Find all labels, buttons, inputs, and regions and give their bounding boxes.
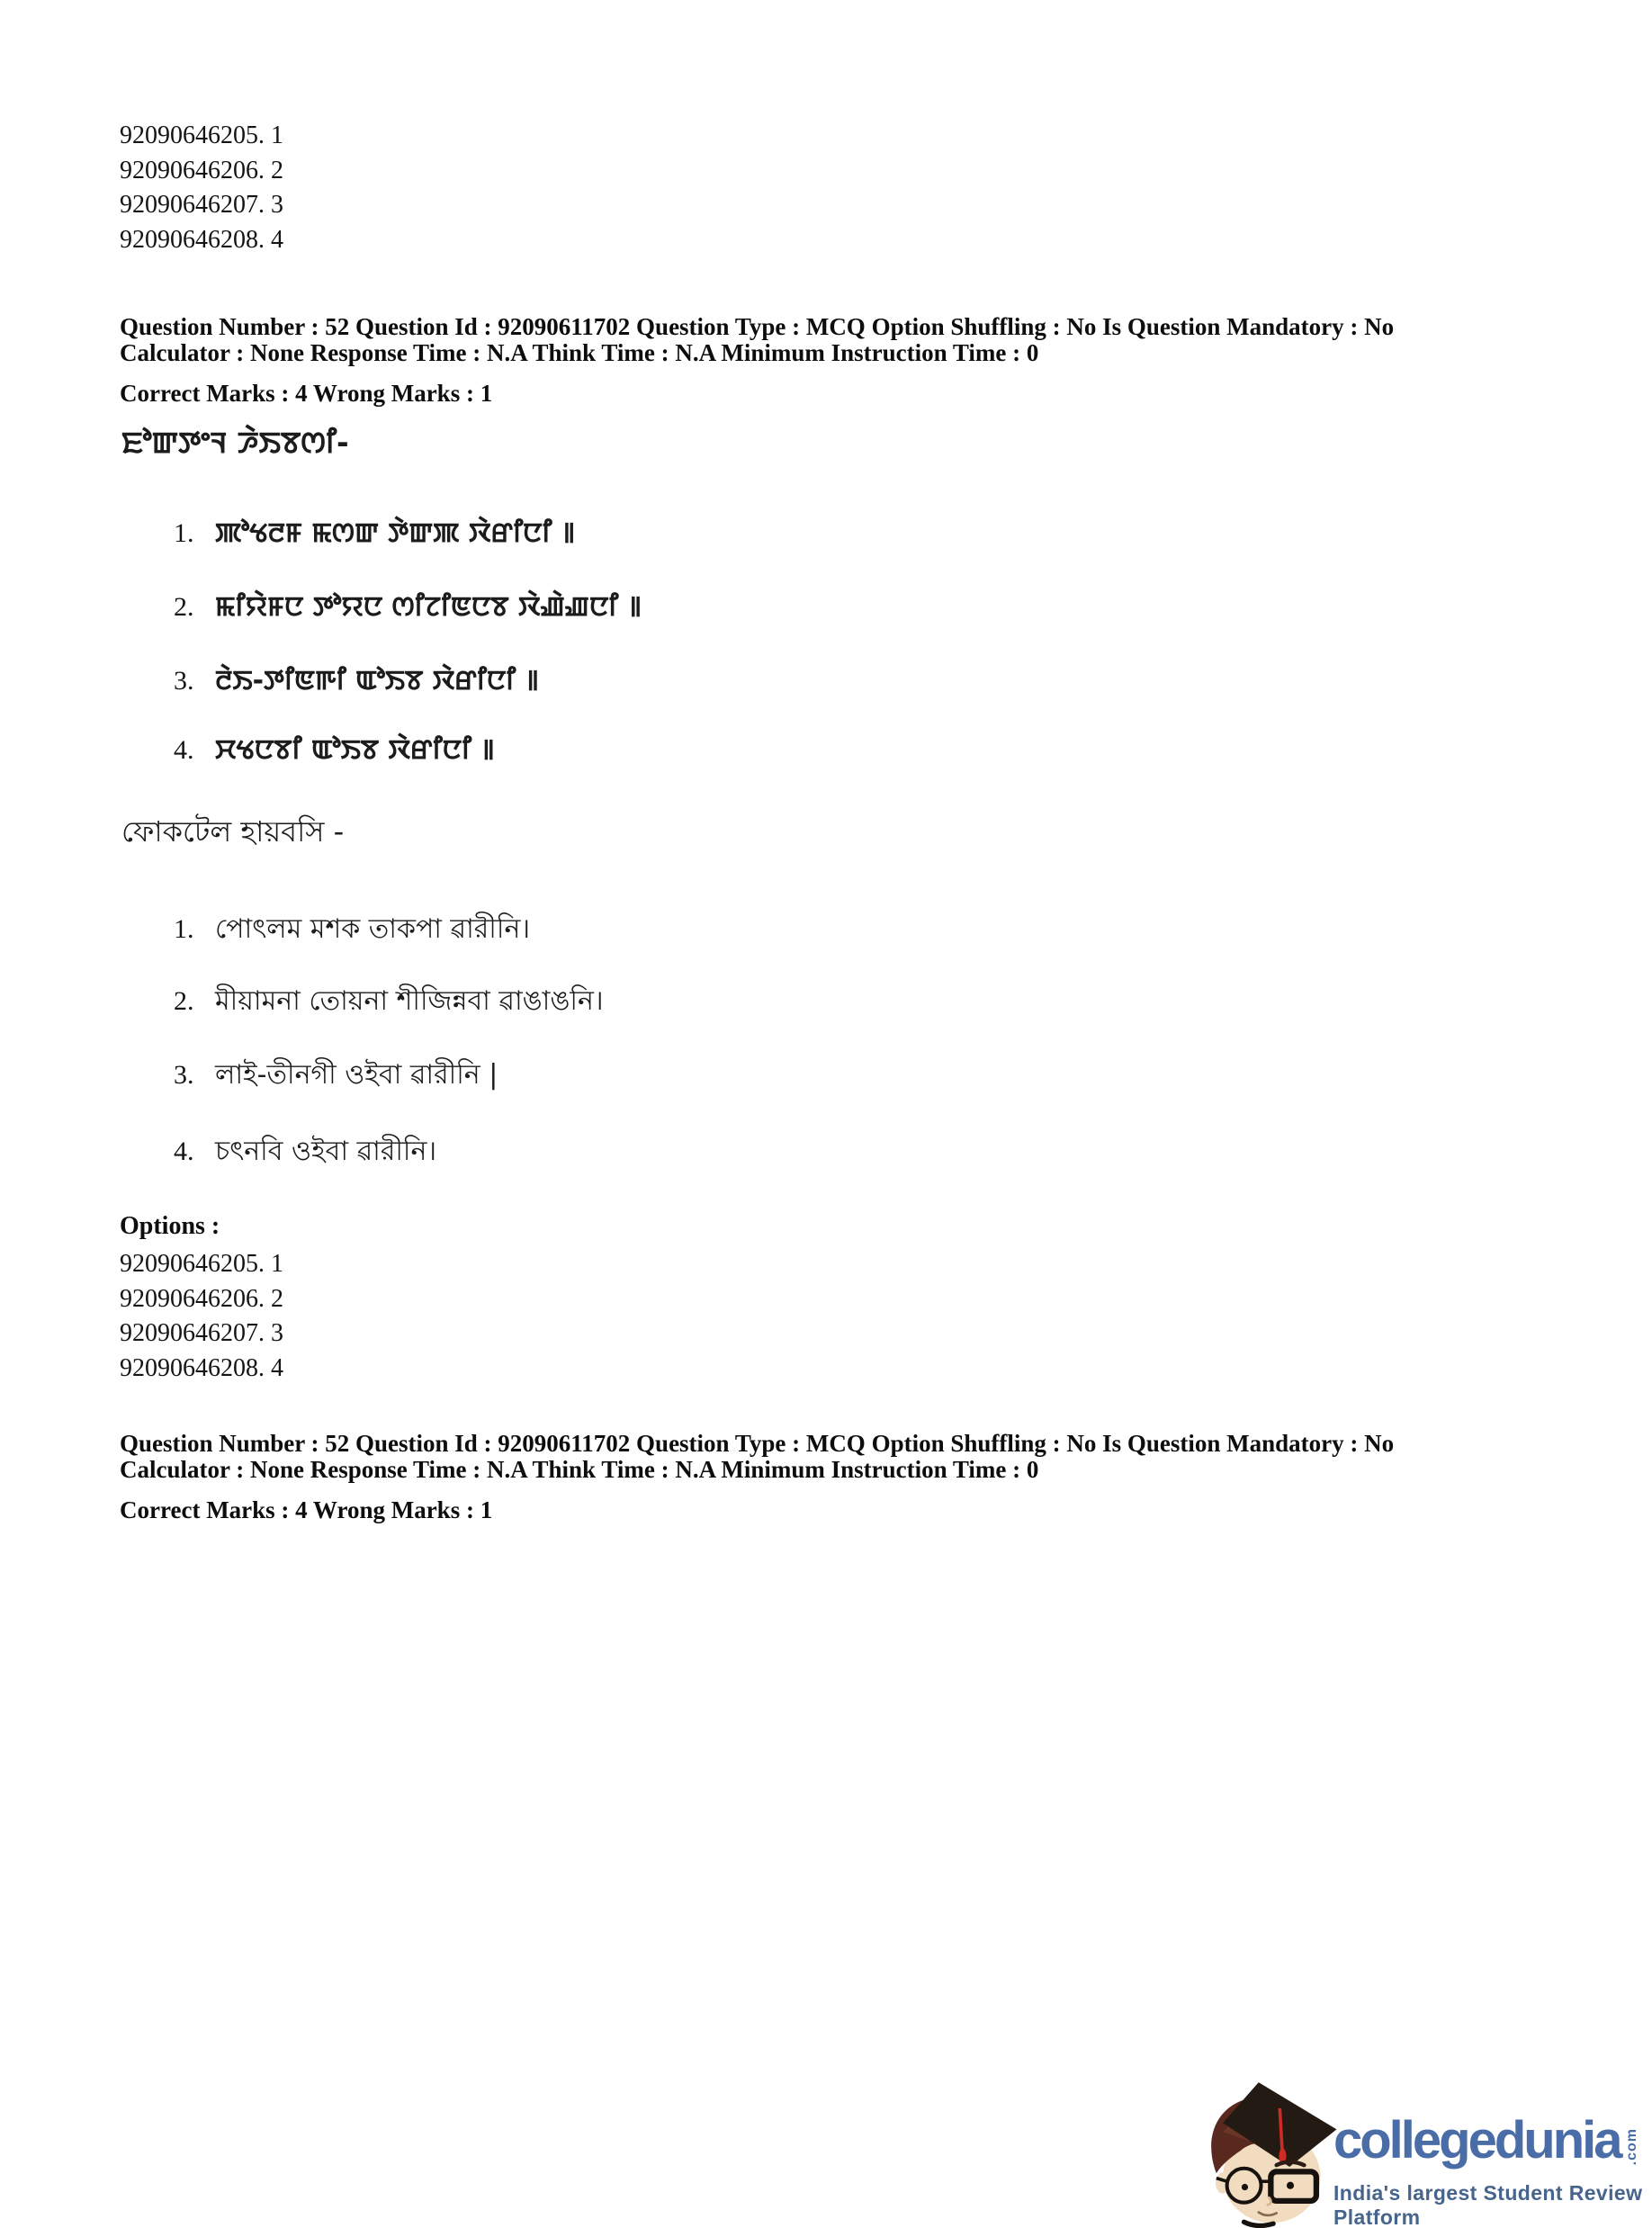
option-id-line: 92090646206. 2 [120,156,283,184]
logo-tagline: India's largest Student Review Platform [1333,2181,1643,2228]
option-id-line: 92090646207. 3 [120,191,283,219]
option-text: মীয়ামনা তোয়না শীজিন্নবা ৱাঙাঙনি। [215,985,604,1017]
question-metadata-top [120,314,1550,407]
option-text: চৎনবি ওইবা ৱারীনি। [215,1136,437,1167]
question-metadata-line-1: Question Number : 52 Question Id : 92090611702 Question Type : MCQ Option Shuffling : No Is Question Mandatory : No [120,1430,1395,1457]
question-metadata-line-2: Calculator : None Response Time : N.A Think Time : N.A Minimum Instruction Time : 0 [120,339,1039,366]
option-id-line: 92090646206. 2 [120,1284,283,1313]
option-text: ꯆꯠꯅꯕꯤ ꯑꯣꯏꯕ ꯋꯥꯔꯤꯅꯤ ꯫ [215,734,495,766]
logo-brand-text: collegedunia [1333,2111,1621,2170]
collegedunia-logo[interactable] [1199,2068,1652,2228]
question-metadata-line-2: Calculator : None Response Time : N.A Think Time : N.A Minimum Instruction Time : 0 [120,1456,1039,1483]
answer-option-meitei-1 [174,513,575,551]
option-number: 3. [174,666,194,696]
answer-option-meitei-4 [174,730,495,768]
option-text: ꯄꯣꯠꯂꯝ ꯃꯁꯛ ꯇꯥꯛꯄ ꯋꯥꯔꯤꯅꯤ ꯫ [215,517,576,549]
option-text: ꯃꯤꯌꯥꯝꯅ ꯇꯣꯌꯅ ꯁꯤꯖꯤꯟꯅꯕ ꯋꯥꯉꯥꯉꯅꯤ ꯫ [215,591,642,623]
option-text: ꯂꯥꯏ-ꯇꯤꯟꯒꯤ ꯑꯣꯏꯕ ꯋꯥꯔꯤꯅꯤ ꯫ [215,665,539,696]
question-metadata-line-1: Question Number : 52 Question Id : 92090611702 Question Type : MCQ Option Shuffling : No Is Question Mandatory : No [120,313,1395,340]
logo-text [1333,2068,1652,2228]
answer-option-meitei-3 [174,660,539,698]
option-id-line: 92090646205. 1 [120,121,283,149]
option-number: 2. [174,986,194,1016]
option-id-line: 92090646205. 1 [120,1250,283,1278]
option-id-line: 92090646208. 4 [120,1353,283,1382]
option-number: 4. [174,735,194,765]
option-id-line: 92090646207. 3 [120,1319,283,1347]
option-number: 1. [174,914,194,944]
option-id-line: 92090646208. 4 [120,225,283,254]
question-text-bengali: ফোকটেল হায়বসি - [121,814,345,849]
answer-option-bengali-1 [174,907,530,953]
option-number: 1. [174,518,194,548]
answer-option-bengali-3 [174,1053,498,1099]
option-ids-top [120,119,283,257]
options-label: Options : [120,1212,220,1240]
collegedunia-mascot-icon [1199,2068,1341,2228]
option-ids-bottom [120,1247,283,1386]
question-marks-line: Correct Marks : 4 Wrong Marks : 1 [120,1496,493,1523]
option-number: 4. [174,1136,194,1166]
answer-option-bengali-4 [174,1129,436,1175]
option-number: 2. [174,592,194,622]
question-text-meitei: ꯐꯣꯛꯇꯦꯜ ꯍꯥꯏꯕꯁꯤ- [121,425,349,460]
option-text: লাই-তীনগী ওইবা ৱারীনি | [215,1059,498,1091]
question-marks-line: Correct Marks : 4 Wrong Marks : 1 [120,380,493,407]
logo-tld-text: .com [1623,2127,1639,2165]
option-text: পোৎলম মশক তাকপা ৱারীনি। [215,913,531,945]
question-metadata-bottom [120,1431,1550,1523]
answer-option-meitei-2 [174,587,642,624]
answer-option-bengali-2 [174,979,604,1025]
option-number: 3. [174,1060,194,1090]
